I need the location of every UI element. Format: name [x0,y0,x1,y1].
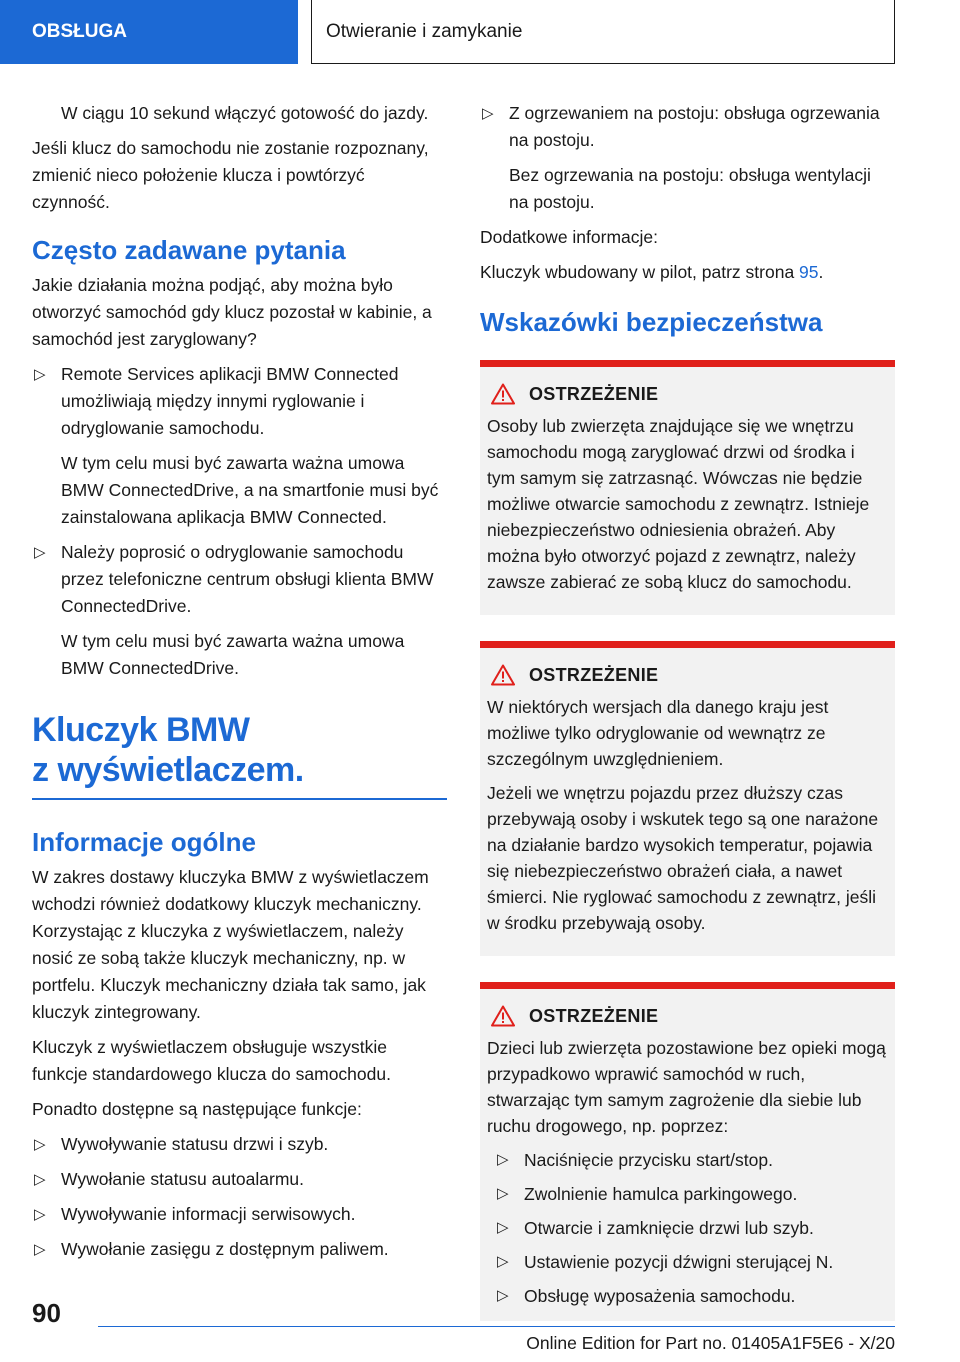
left-column [32,100,447,1271]
warning-header [487,381,887,407]
list-item-text: Naciśnięcie przycisku start/stop. [524,1150,773,1170]
list-item-text: Wywołanie zasięgu z dostępnym paliwem. [61,1239,389,1259]
intro-indent: W ciągu 10 sekund włączyć gotowość do jazdy. [61,103,429,123]
bullet-triangle-icon: ▷ [497,1287,509,1304]
warning-triangle-icon [491,1005,515,1027]
chapter-title: Otwieranie i zamykanie [311,0,895,64]
bullet-triangle-icon: ▷ [497,1185,509,1202]
warning-title: OSTRZEŻENIE [529,1006,659,1026]
warning-text: Osoby lub zwierzęta znajdujące się we wnętrzu samochodu mogą zaryglować drzwi od środka i tym samym się zatrzasnąć. Wówczas nie będzie możliwe otwarcie samochodu z zewnątrz. Istnieje niebezpieczeństwo odniesienia obrażeń. Aby można było otworzyć pojazd z zewnątrz, należy zawsze zabierać ze sobą klucz do samochodu. [487,416,870,592]
list-item [32,1201,447,1228]
warning-title: OSTRZEŻENIE [529,665,659,685]
extra-info-text [480,259,895,286]
list-item [32,1166,447,1193]
faq-question: Jakie działania można podjąć, aby można było otworzyć samochód gdy klucz pozostał w kabinie, a samochód jest zaryglowany? [32,275,432,349]
warning-box [480,641,895,956]
bullet-triangle-icon: ▷ [34,544,46,561]
list-item [32,1236,447,1263]
list-item [495,1249,887,1275]
footer-edition: Online Edition for Part no. 01405A1F5E6 - X/20 [526,1333,895,1353]
list-item-text: Należy poprosić o odryglowanie samochodu przez telefoniczne centrum obsługi klienta BMW ConnectedDrive. [61,542,434,616]
warning-box [480,982,895,1321]
warning-text: W niektórych wersjach dla danego kraju jest możliwe tylko odryglowanie od wewnątrz ze szczególnym uwzględnieniem. [487,697,829,769]
bullet-triangle-icon: ▷ [34,1241,46,1258]
main-heading-line1: Kluczyk BMW [32,711,250,749]
info-heading: Informacje ogólne [32,827,256,857]
bullet-triangle-icon: ▷ [34,366,46,383]
bullet-triangle-icon: ▷ [34,1136,46,1153]
bullet-triangle-icon: ▷ [34,1206,46,1223]
faq-heading: Często zadawane pytania [32,235,346,265]
warning-title: OSTRZEŻENIE [529,384,659,404]
section-tab: OBSŁUGA [0,0,298,64]
intro-paragraph: Jeśli klucz do samochodu nie zostanie rozpoznany, zmienić nieco położenie klucza i powtórzyć czynność. [32,138,429,212]
right-column [480,100,895,1337]
bullet-triangle-icon: ▷ [497,1151,509,1168]
list-item [495,1215,887,1241]
bullet-triangle-icon: ▷ [497,1219,509,1236]
warning-header [487,662,887,688]
list-item-text: Obsługę wyposażenia samochodu. [524,1286,796,1306]
warning-box [480,360,895,615]
safety-heading: Wskazówki bezpieczeństwa [480,307,823,337]
warning-triangle-icon [491,664,515,686]
extra-info-label: Dodatkowe informacje: [480,227,658,247]
extra-info-end: . [818,262,824,282]
list-item-text: Wywoływanie statusu drzwi i szyb. [61,1134,329,1154]
warning-text: Dzieci lub zwierzęta pozostawione bez opieki mogą przypadkowo wprawić samochód w ruch, stwarzając tym samym zagrożenie dla siebie lub ruchu drogowego, np. poprzez: [487,1038,886,1136]
page-link[interactable]: 95 [799,262,819,282]
info-paragraph: Kluczyk z wyświetlaczem obsługuje wszystkie funkcje standardowego klucza do samochodu. [32,1037,391,1084]
list-item-subtext: Bez ogrzewania na postoju: obsługa wentylacji na postoju. [509,165,871,212]
list-item-text: Otwarcie i zamknięcie drzwi lub szyb. [524,1218,814,1238]
list-item-subtext: W tym celu musi być zawarta ważna umowa BMW ConnectedDrive, a na smartfonie musi być zainstalowana aplikacja BMW Connected. [61,453,439,527]
list-item-text: Ustawienie pozycji dźwigni sterującej N. [524,1252,834,1272]
extra-info-body: Kluczyk wbudowany w pilot, patrz strona [480,262,795,282]
main-heading [32,710,447,800]
list-item [495,1181,887,1207]
page-number: 90 [32,1298,61,1328]
list-item-text: Wywołanie statusu autoalarmu. [61,1169,305,1189]
list-item [32,1131,447,1158]
list-item [32,539,447,620]
list-item-text: Wywoływanie informacji serwisowych. [61,1204,356,1224]
warning-text: Jeżeli we wnętrzu pojazdu przez dłuższy czas przebywają osoby i wskutek tego są one narażone na działanie bardzo wysokich temperatur, pojawia się niebezpieczeństwo obrażeń ciała, a nawet śmierci. Nie ryglować samochodu z zewnątrz, jeśli w środku przebywają osoby. [487,783,879,933]
info-paragraph: W zakres dostawy kluczyka BMW z wyświetlaczem wchodzi również dodatkowy kluczyk mechaniczny. Korzystając z kluczyka z wyświetlaczem, należy nosić ze sobą także kluczyk mechaniczny, np. w portfelu. Kluczyk mechaniczny działa tak samo, jak kluczyk zintegrowany. [32,867,429,1022]
list-item-subtext: W tym celu musi być zawarta ważna umowa BMW ConnectedDrive. [61,631,405,678]
warning-triangle-icon [491,383,515,405]
list-item [495,1147,887,1173]
info-paragraph: Ponadto dostępne są następujące funkcje: [32,1099,362,1119]
list-item-text: Remote Services aplikacji BMW Connected umożliwiają między innymi ryglowanie i odryglowanie samochodu. [61,364,399,438]
bullet-triangle-icon: ▷ [497,1253,509,1270]
bullet-triangle-icon: ▷ [482,105,494,122]
list-item-text: Zwolnienie hamulca parkingowego. [524,1184,798,1204]
list-item-text: Z ogrzewaniem na postoju: obsługa ogrzewania na postoju. [509,103,880,150]
warning-header [487,1003,887,1029]
main-heading-line2: z wyświetlaczem. [32,751,304,789]
list-item [480,100,895,154]
list-item [495,1283,887,1309]
bullet-triangle-icon: ▷ [34,1171,46,1188]
list-item [32,361,447,442]
footer-divider [98,1326,895,1327]
